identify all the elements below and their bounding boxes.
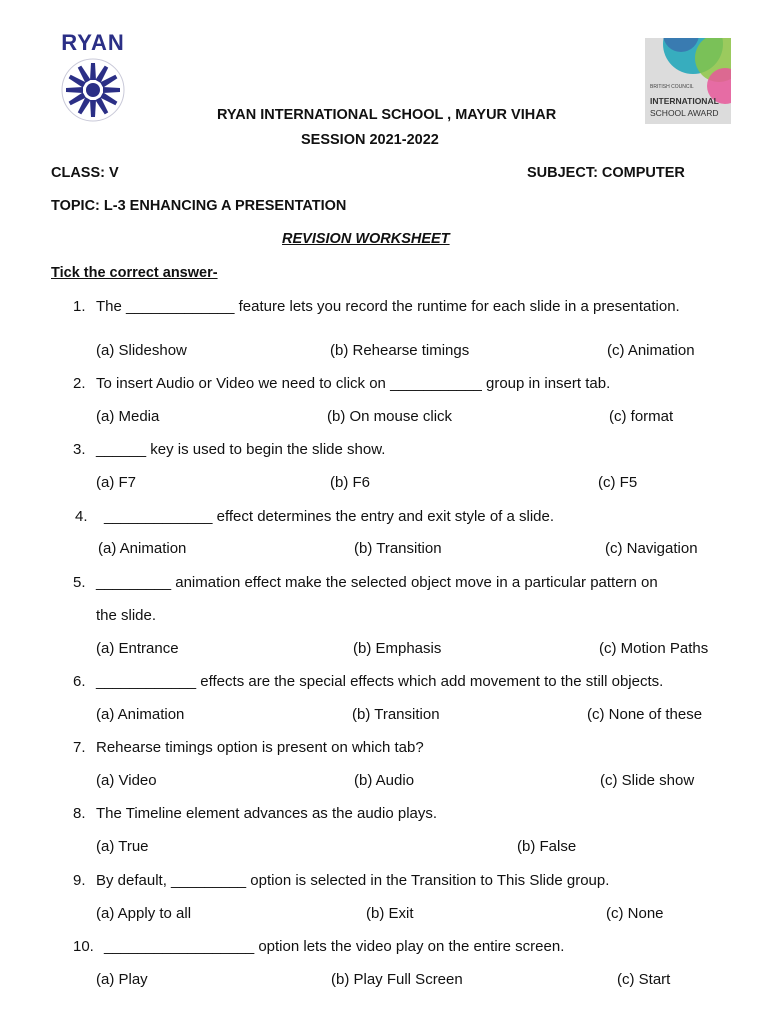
option-b: (b) Play Full Screen <box>331 971 463 988</box>
option-b: (b) Exit <box>366 905 414 922</box>
question-text: By default, _________ option is selected in the Transition to This Slide group. <box>96 872 610 889</box>
option-b: (b) On mouse click <box>327 408 453 425</box>
international-school-award-logo <box>645 38 731 124</box>
option-b: (b) Audio <box>354 772 415 789</box>
question-text: To insert Audio or Video we need to click on ___________ group in insert tab. <box>96 375 611 392</box>
option-b: (b) Transition <box>352 706 440 723</box>
question-text-continued: the slide. <box>96 607 157 624</box>
option-a: (a) Media <box>96 408 160 425</box>
question-text: Rehearse timings option is present on which tab? <box>96 739 424 756</box>
award-text-line2: SCHOOL AWARD <box>650 108 719 118</box>
instruction: Tick the correct answer- <box>51 265 218 281</box>
question-number: 4. <box>75 508 88 525</box>
option-c: (c) None <box>606 905 664 922</box>
question-text: ______ key is used to begin the slide show. <box>96 441 386 458</box>
question-number: 9. <box>73 872 86 889</box>
option-c: (c) F5 <box>598 474 638 491</box>
option-c: (c) Slide show <box>600 772 695 789</box>
option-a: (a) Slideshow <box>96 342 187 359</box>
award-text-line1: INTERNATIONAL <box>650 96 719 106</box>
option-a: (a) Animation <box>96 706 185 723</box>
question-number: 10. <box>73 938 94 955</box>
question-text: __________________ option lets the video play on the entire screen. <box>104 938 565 955</box>
option-a: (a) Video <box>96 772 157 789</box>
option-b: (b) Rehearse timings <box>330 342 470 359</box>
option-c: (c) format <box>609 408 674 425</box>
option-a: (a) Apply to all <box>96 905 192 922</box>
question-number: 1. <box>73 298 86 315</box>
ryan-logo-text: RYAN <box>61 30 125 55</box>
option-a: (a) Entrance <box>96 640 179 657</box>
question-text: ____________ effects are the special effects which add movement to the still objects. <box>96 673 664 690</box>
option-b: (b) False <box>517 838 577 855</box>
option-b: (b) Transition <box>354 540 442 557</box>
option-b: (b) Emphasis <box>353 640 442 657</box>
option-a: (a) Play <box>96 971 148 988</box>
ryan-emblem-icon <box>50 30 140 122</box>
question-number: 8. <box>73 805 86 822</box>
award-small-text: BRITISH COUNCIL <box>650 84 694 90</box>
ryan-logo <box>50 30 140 122</box>
question-text: _________ animation effect make the selected object move in a particular pattern on <box>96 574 658 591</box>
topic-label: TOPIC: L-3 ENHANCING A PRESENTATION <box>51 198 347 214</box>
question-number: 6. <box>73 673 86 690</box>
question-number: 7. <box>73 739 86 756</box>
option-c: (c) Motion Paths <box>599 640 709 657</box>
question-text: The Timeline element advances as the audio plays. <box>96 805 438 822</box>
option-c: (c) Animation <box>607 342 695 359</box>
session: SESSION 2021-2022 <box>301 132 439 148</box>
option-c: (c) None of these <box>587 706 703 723</box>
option-a: (a) F7 <box>96 474 137 491</box>
question-text: _____________ effect determines the entry and exit style of a slide. <box>104 508 555 525</box>
worksheet-title: REVISION WORKSHEET <box>282 231 450 247</box>
question-text: The _____________ feature lets you record the runtime for each slide in a presentation. <box>96 298 680 315</box>
option-a: (a) True <box>96 838 149 855</box>
school-name: RYAN INTERNATIONAL SCHOOL , MAYUR VIHAR <box>217 107 557 123</box>
option-c: (c) Start <box>617 971 671 988</box>
question-number: 5. <box>73 574 86 591</box>
option-a: (a) Animation <box>98 540 187 557</box>
option-b: (b) F6 <box>330 474 371 491</box>
option-c: (c) Navigation <box>605 540 698 557</box>
question-number: 3. <box>73 441 86 458</box>
class-label: CLASS: V <box>51 165 119 181</box>
subject-label: SUBJECT: COMPUTER <box>527 165 685 181</box>
question-number: 2. <box>73 375 86 392</box>
